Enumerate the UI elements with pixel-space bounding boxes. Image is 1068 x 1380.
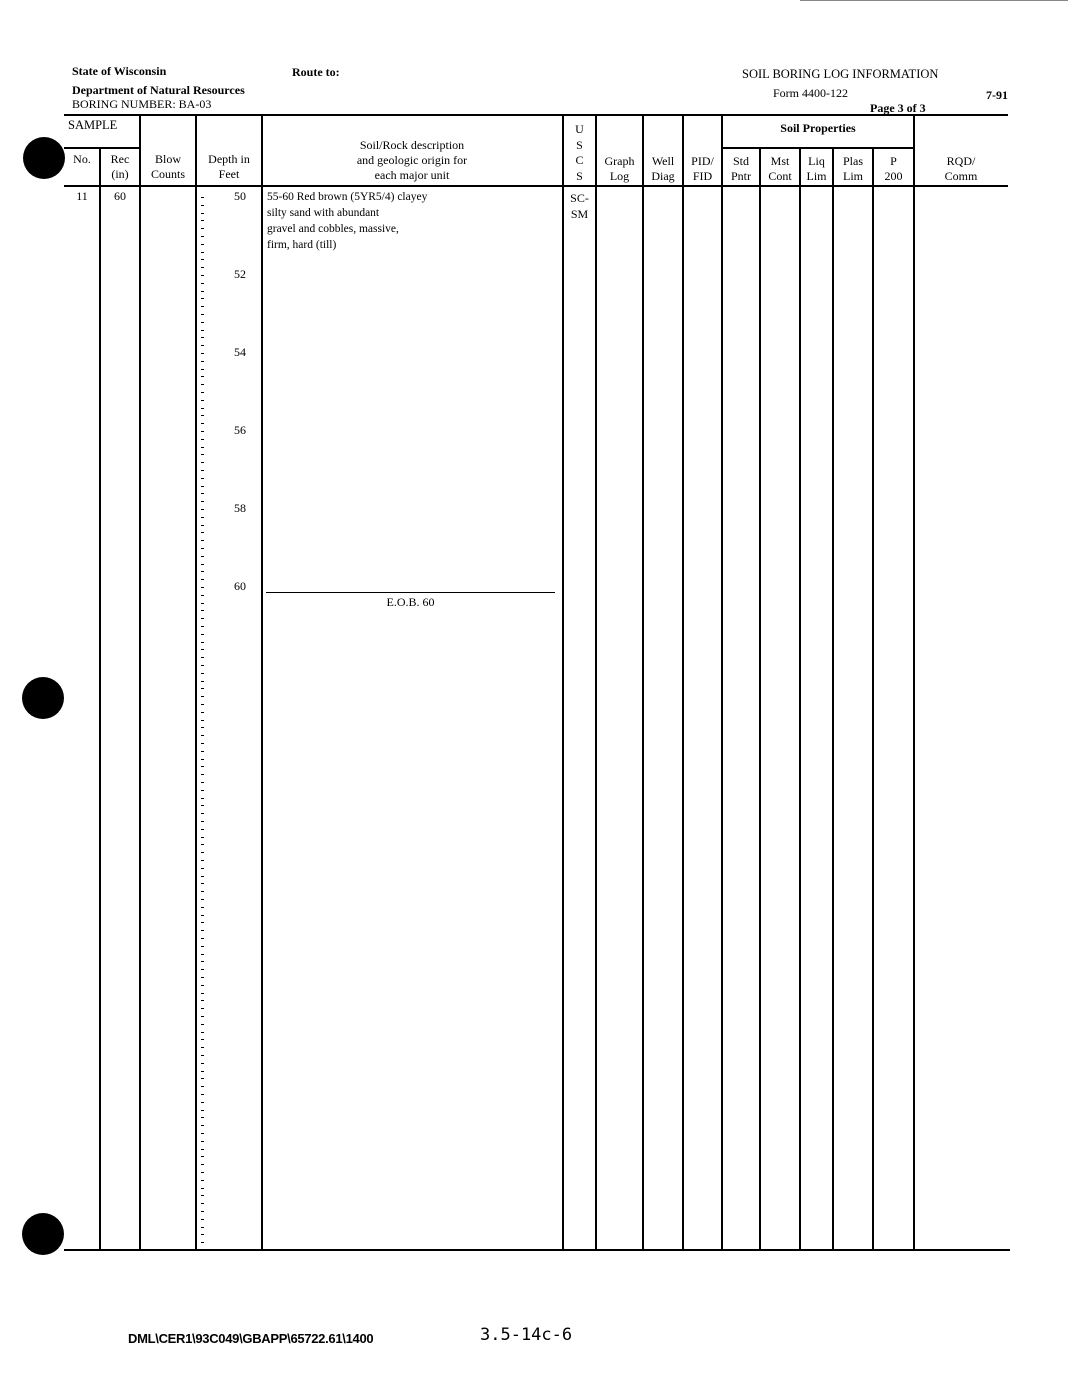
- soil-properties-subheader-line: [722, 147, 915, 149]
- col-divider-depth: [261, 114, 263, 1250]
- depth-tick: [201, 868, 204, 869]
- depth-tick: [201, 244, 204, 245]
- depth-tick: [201, 1242, 204, 1243]
- mst-header-line-1: Mst: [770, 154, 790, 168]
- liq-lim-header: [800, 154, 833, 184]
- boring-number: BORING NUMBER: BA-03: [72, 97, 212, 111]
- col-divider-blow: [195, 114, 197, 1250]
- plas-lim-header: [833, 154, 873, 184]
- col-divider-well: [682, 114, 684, 1250]
- depth-tick: [201, 735, 204, 736]
- depth-tick: [201, 759, 204, 760]
- depth-tick: [201, 821, 204, 822]
- depth-tick: [201, 969, 204, 970]
- blow-header-line-2: Counts: [150, 167, 185, 181]
- soil-properties-header: Soil Properties: [780, 121, 856, 135]
- well-header-line-2: Diag: [651, 169, 675, 183]
- depth-tick: [201, 1125, 204, 1126]
- end-of-boring-label: E.O.B. 60: [386, 595, 435, 609]
- blow-counts-header: [140, 152, 196, 182]
- eob-divider-line: [266, 592, 555, 593]
- depth-tick: [201, 673, 204, 674]
- col-divider-rec: [139, 114, 141, 1250]
- depth-tick: [201, 392, 204, 393]
- description-line-1: 55-60 Red brown (5YR5/4) clayey: [267, 191, 428, 203]
- depth-tick: [201, 415, 204, 416]
- state-label: State of Wisconsin: [72, 64, 167, 78]
- depth-tick: [201, 361, 204, 362]
- p200-header-line-2: 200: [884, 169, 903, 183]
- depth-tick: [201, 345, 204, 346]
- revision-code: 7-91: [986, 88, 1008, 102]
- depth-tick: [201, 790, 204, 791]
- depth-tick: [201, 1047, 204, 1048]
- uscs-header-s2: S: [576, 168, 583, 183]
- depth-tick: [201, 907, 204, 908]
- depth-tick: [201, 228, 204, 229]
- depth-tick: [201, 774, 204, 775]
- depth-tick: [201, 486, 204, 487]
- depth-tick: [201, 727, 204, 728]
- liq-header-line-2: Lim: [806, 169, 827, 183]
- depth-tick: [201, 478, 204, 479]
- depth-tick: [201, 236, 204, 237]
- depth-tick: [201, 369, 204, 370]
- depth-tick: [201, 493, 204, 494]
- description-line-4: firm, hard (till): [267, 239, 337, 251]
- depth-tick: [201, 470, 204, 471]
- depth-tick: [201, 532, 204, 533]
- depth-tick: [201, 1133, 204, 1134]
- depth-tick: [201, 306, 204, 307]
- page-code: 3.5-14c-6: [480, 1325, 573, 1345]
- depth-tick: [201, 353, 204, 354]
- depth-tick: [201, 603, 204, 604]
- depth-tick: [201, 961, 204, 962]
- depth-tick: [201, 891, 204, 892]
- graph-header-line-1: Graph: [604, 154, 635, 168]
- depth-tick: [201, 1032, 204, 1033]
- rec-header-line-2: (in): [111, 167, 129, 181]
- description-header: [262, 138, 562, 183]
- depth-tick: [201, 618, 204, 619]
- depth-tick: [201, 899, 204, 900]
- depth-tick: [201, 946, 204, 947]
- depth-tick: [201, 1071, 204, 1072]
- well-diag-header: [643, 154, 683, 184]
- depth-tick: [201, 462, 204, 463]
- depth-tick: [201, 197, 204, 198]
- mst-header-line-2: Cont: [768, 169, 792, 183]
- depth-tick: [201, 1219, 204, 1220]
- sample-number: 11: [76, 189, 88, 203]
- pid-header-line-1: PID/: [691, 154, 714, 168]
- depth-tick: [201, 688, 204, 689]
- page-indicator: Page 3 of 3: [870, 101, 926, 115]
- no-header: No.: [73, 152, 91, 166]
- depth-tick: [201, 1102, 204, 1103]
- depth-header: [196, 152, 262, 182]
- depth-tick: [201, 384, 204, 385]
- depth-tick: [201, 860, 204, 861]
- depth-tick: [201, 525, 204, 526]
- depth-tick: [201, 720, 204, 721]
- uscs-header-c: C: [575, 153, 584, 167]
- uscs-header: [563, 122, 596, 184]
- depth-tick: [201, 431, 204, 432]
- depth-tick: [201, 275, 204, 276]
- binder-hole-bottom: [22, 1213, 64, 1255]
- depth-tick: [201, 852, 204, 853]
- depth-tick: [201, 330, 204, 331]
- blow-header-line-1: Blow: [154, 152, 181, 166]
- depth-tick: [201, 1195, 204, 1196]
- plas-header-line-1: Plas: [842, 154, 863, 168]
- scan-edge-line: [800, 0, 1068, 1]
- std-pntr-header: [722, 154, 760, 184]
- col-divider-plas: [872, 147, 874, 1250]
- depth-tick: [201, 540, 204, 541]
- depth-tick: [201, 751, 204, 752]
- depth-tick: [201, 993, 204, 994]
- depth-tick: [201, 704, 204, 705]
- depth-tick: [201, 314, 204, 315]
- description-line-3: gravel and cobbles, massive,: [267, 223, 399, 235]
- description-line-2: silty sand with abundant: [267, 207, 380, 219]
- sample-subheader-line: [64, 147, 140, 149]
- well-header-line-1: Well: [651, 154, 675, 168]
- depth-tick: [201, 837, 204, 838]
- depth-tick: [201, 915, 204, 916]
- binder-hole-top: [23, 137, 65, 179]
- rec-header: [100, 152, 140, 182]
- depth-tick: [201, 1016, 204, 1017]
- depth-tick: [201, 1086, 204, 1087]
- rqd-header-line-2: Comm: [944, 169, 978, 183]
- col-divider-desc: [562, 114, 564, 1250]
- depth-tick: [201, 805, 204, 806]
- col-divider-mst: [799, 147, 801, 1250]
- uscs-code-line-2: SM: [570, 207, 589, 221]
- depth-tick: [201, 291, 204, 292]
- table-top-line: [64, 114, 1008, 116]
- depth-tick: [201, 1149, 204, 1150]
- desc-header-line-2: and geologic origin for: [356, 153, 468, 167]
- binder-hole-middle: [22, 677, 64, 719]
- depth-tick: [201, 1078, 204, 1079]
- depth-tick: [201, 696, 204, 697]
- depth-tick: [201, 712, 204, 713]
- depth-tick: [201, 1008, 204, 1009]
- depth-label-54: 54: [234, 345, 246, 359]
- depth-tick: [201, 930, 204, 931]
- p200-header-line-1: P: [890, 154, 897, 168]
- depth-tick: [201, 587, 204, 588]
- depth-tick: [201, 298, 204, 299]
- depth-tick: [201, 259, 204, 260]
- depth-tick: [201, 743, 204, 744]
- depth-tick: [201, 213, 204, 214]
- pid-header-line-2: FID: [692, 169, 713, 183]
- depth-label-50: 50: [234, 189, 246, 203]
- col-divider-p200: [913, 114, 915, 1250]
- sample-recovery: 60: [114, 189, 126, 203]
- depth-tick: [201, 1156, 204, 1157]
- depth-tick: [201, 337, 204, 338]
- std-header-line-2: Pntr: [730, 169, 751, 183]
- depth-tick: [201, 571, 204, 572]
- col-divider-no: [99, 147, 101, 1250]
- depth-tick: [201, 509, 204, 510]
- depth-tick: [201, 548, 204, 549]
- depth-tick: [201, 1063, 204, 1064]
- depth-label-56: 56: [234, 423, 246, 437]
- depth-tick: [201, 322, 204, 323]
- depth-tick: [201, 922, 204, 923]
- depth-tick: [201, 634, 204, 635]
- depth-tick: [201, 1234, 204, 1235]
- col-divider-uscs: [595, 114, 597, 1250]
- depth-tick: [201, 649, 204, 650]
- depth-tick: [201, 283, 204, 284]
- depth-tick: [201, 766, 204, 767]
- depth-tick: [201, 642, 204, 643]
- depth-tick: [201, 938, 204, 939]
- depth-tick: [201, 220, 204, 221]
- depth-tick: [201, 1110, 204, 1111]
- depth-tick: [201, 876, 204, 877]
- depth-tick: [201, 1141, 204, 1142]
- depth-tick: [201, 579, 204, 580]
- depth-tick: [201, 1094, 204, 1095]
- department-label: Department of Natural Resources: [72, 83, 245, 97]
- route-to-label: Route to:: [292, 65, 340, 79]
- depth-tick: [201, 1164, 204, 1165]
- desc-header-line-3: each major unit: [374, 168, 450, 182]
- depth-tick: [201, 1055, 204, 1056]
- depth-tick: [201, 1000, 204, 1001]
- depth-tick: [201, 517, 204, 518]
- depth-tick: [201, 376, 204, 377]
- depth-tick: [201, 267, 204, 268]
- depth-tick: [201, 813, 204, 814]
- depth-tick: [201, 564, 204, 565]
- plas-header-line-2: Lim: [843, 169, 863, 183]
- depth-tick: [201, 883, 204, 884]
- depth-tick: [201, 1211, 204, 1212]
- depth-tick: [201, 610, 204, 611]
- depth-tick: [201, 829, 204, 830]
- depth-tick: [201, 205, 204, 206]
- depth-tick: [201, 626, 204, 627]
- depth-tick: [201, 1172, 204, 1173]
- depth-tick: [201, 439, 204, 440]
- depth-tick: [201, 423, 204, 424]
- pid-fid-header: [683, 154, 722, 184]
- sample-header: SAMPLE: [68, 118, 118, 132]
- depth-tick: [201, 1188, 204, 1189]
- header-bottom-line: [64, 185, 1008, 187]
- uscs-code: [563, 190, 596, 222]
- graph-log-header: [596, 154, 643, 184]
- desc-header-line-1: Soil/Rock description: [359, 138, 465, 152]
- depth-tick: [201, 657, 204, 658]
- depth-tick: [201, 782, 204, 783]
- depth-tick: [201, 681, 204, 682]
- uscs-code-line-1: SC-: [570, 191, 589, 205]
- graph-header-line-2: Log: [609, 169, 630, 183]
- col-divider-liq: [832, 147, 834, 1250]
- table-bottom-line: [64, 1249, 1010, 1251]
- document-path: DML\CER1\93C049\GBAPP\65722.61\1400: [128, 1331, 374, 1346]
- depth-tick: [201, 1180, 204, 1181]
- depth-tick: [201, 844, 204, 845]
- depth-tick: [201, 1227, 204, 1228]
- depth-tick: [201, 1039, 204, 1040]
- uscs-header-s1: S: [576, 137, 583, 152]
- liq-header-line-1: Liq: [808, 154, 825, 168]
- depth-tick: [201, 1203, 204, 1204]
- depth-tick: [201, 252, 204, 253]
- col-divider-pid: [721, 114, 723, 1250]
- depth-tick: [201, 454, 204, 455]
- depth-tick: [201, 985, 204, 986]
- depth-tick: [201, 595, 204, 596]
- depth-header-line-2: Feet: [218, 167, 240, 181]
- uscs-header-u: U: [575, 122, 584, 136]
- mst-cont-header: [760, 154, 800, 184]
- depth-tick: [201, 447, 204, 448]
- depth-tick: [201, 400, 204, 401]
- depth-header-line-1: Depth in: [208, 152, 250, 166]
- depth-tick: [201, 408, 204, 409]
- depth-label-60: 60: [234, 579, 246, 593]
- depth-label-58: 58: [234, 501, 246, 515]
- rec-header-line-1: Rec: [110, 152, 130, 166]
- depth-tick: [201, 1024, 204, 1025]
- depth-tick: [201, 954, 204, 955]
- p200-header: [873, 154, 914, 184]
- form-title: SOIL BORING LOG INFORMATION: [742, 67, 939, 81]
- depth-tick: [201, 556, 204, 557]
- depth-label-52: 52: [234, 267, 246, 281]
- depth-tick: [201, 665, 204, 666]
- form-number: Form 4400-122: [773, 86, 848, 100]
- depth-tick: [201, 1117, 204, 1118]
- std-header-line-1: Std: [732, 154, 749, 168]
- rqd-comm-header: [914, 154, 1008, 184]
- rqd-header-line-1: RQD/: [946, 154, 976, 168]
- col-divider-std: [759, 147, 761, 1250]
- depth-tick: [201, 977, 204, 978]
- depth-tick: [201, 798, 204, 799]
- depth-tick: [201, 501, 204, 502]
- col-divider-graph: [642, 114, 644, 1250]
